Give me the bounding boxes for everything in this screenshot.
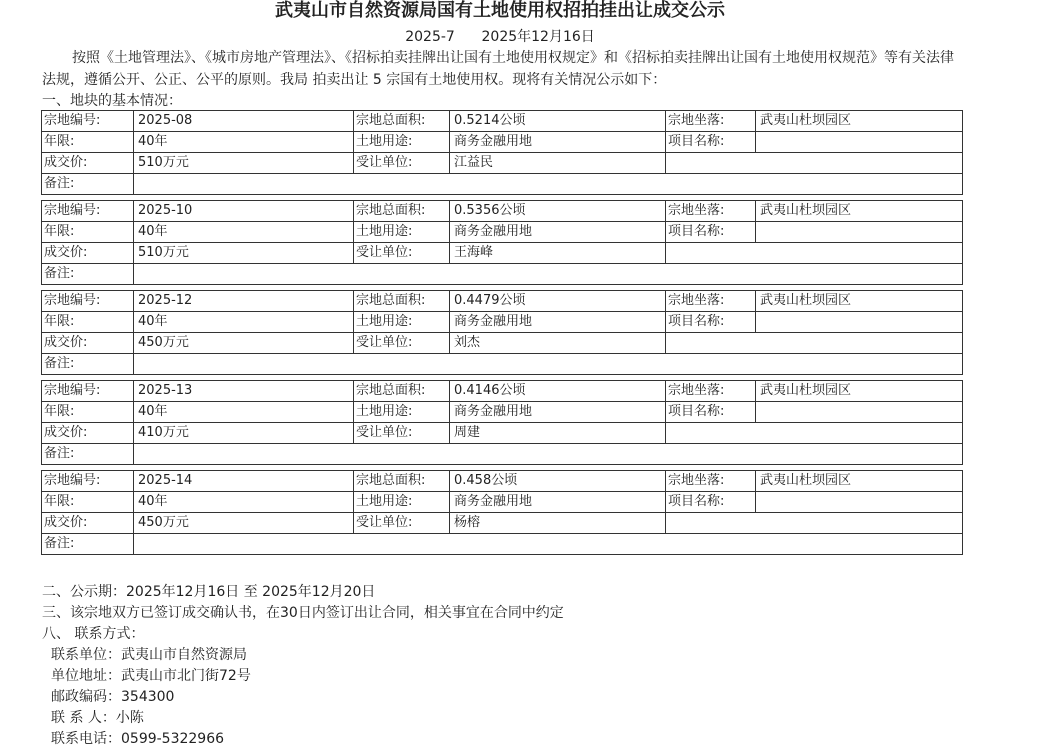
parcel-table	[41, 380, 963, 465]
label-price: 成交价:	[42, 333, 134, 354]
buyer-value: 王海峰	[450, 243, 666, 264]
label-use: 土地用途:	[354, 312, 450, 333]
label-parcel-no: 宗地编号:	[42, 111, 134, 132]
area-value: 0.5356公顷	[450, 201, 666, 222]
label-buyer: 受让单位:	[354, 513, 450, 534]
contact-phone: 联系电话：0599-5322966	[51, 731, 225, 747]
location-value: 武夷山杜坝园区	[756, 471, 963, 492]
use-value: 商务金融用地	[450, 492, 666, 513]
use-value: 商务金融用地	[450, 132, 666, 153]
table-row	[42, 243, 963, 264]
section-heading-basic-info: 一、地块的基本情况：	[42, 93, 182, 109]
label-area: 宗地总面积:	[354, 111, 450, 132]
term-value: 40年	[134, 222, 354, 243]
table-row	[42, 402, 963, 423]
table-row	[42, 471, 963, 492]
label-price: 成交价:	[42, 153, 134, 174]
price-value: 510万元	[134, 243, 354, 264]
project-value	[756, 222, 963, 243]
table-row	[42, 201, 963, 222]
table-row	[42, 513, 963, 534]
label-remark: 备注:	[42, 174, 134, 195]
label-buyer: 受让单位:	[354, 423, 450, 444]
label-remark: 备注:	[42, 264, 134, 285]
intro-paragraph	[42, 47, 962, 91]
label-remark: 备注:	[42, 444, 134, 465]
label-buyer: 受让单位:	[354, 153, 450, 174]
label-parcel-no: 宗地编号:	[42, 291, 134, 312]
project-value	[756, 492, 963, 513]
label-use: 土地用途:	[354, 402, 450, 423]
remark-value	[134, 444, 963, 465]
remark-value	[134, 174, 963, 195]
label-use: 土地用途:	[354, 222, 450, 243]
term-value: 40年	[134, 312, 354, 333]
label-use: 土地用途:	[354, 492, 450, 513]
buyer-value: 江益民	[450, 153, 666, 174]
parcel-no-value: 2025-08	[134, 111, 354, 132]
contact-person: 联 系 人：小陈	[51, 710, 144, 726]
label-project: 项目名称:	[666, 312, 756, 333]
label-location: 宗地坐落:	[666, 291, 756, 312]
label-area: 宗地总面积:	[354, 201, 450, 222]
parcel-no-value: 2025-14	[134, 471, 354, 492]
intro-text: 按照《土地管理法》、《城市房地产管理法》、《招标拍卖挂牌出让国有土地使用权规定》和《招标拍卖挂牌出让国有土地使用权规范》等有关法律法规，遵循公开、公正、公平的原则。我局 拍卖出让 5 宗国有土地使用权。现将有关情况公示如下：	[42, 50, 954, 88]
parcel-table	[41, 470, 963, 555]
parcel-no-value: 2025-10	[134, 201, 354, 222]
label-area: 宗地总面积:	[354, 471, 450, 492]
price-value: 450万元	[134, 513, 354, 534]
contact-address: 单位地址：武夷山市北门街72号	[51, 668, 251, 684]
project-value	[756, 132, 963, 153]
label-area: 宗地总面积:	[354, 381, 450, 402]
price-value: 450万元	[134, 333, 354, 354]
label-parcel-no: 宗地编号:	[42, 201, 134, 222]
table-row	[42, 492, 963, 513]
label-price: 成交价:	[42, 423, 134, 444]
remark-value	[134, 534, 963, 555]
empty-cell	[666, 153, 963, 174]
empty-cell	[666, 333, 963, 354]
parcel-table	[41, 110, 963, 195]
parcel-no-value: 2025-12	[134, 291, 354, 312]
label-remark: 备注:	[42, 354, 134, 375]
label-location: 宗地坐落:	[666, 471, 756, 492]
price-value: 510万元	[134, 153, 354, 174]
label-price: 成交价:	[42, 243, 134, 264]
contract-note: 三、该宗地双方已签订成交确认书，在30日内签订出让合同，相关事宜在合同中约定	[42, 605, 564, 621]
table-row	[42, 153, 963, 174]
use-value: 商务金融用地	[450, 222, 666, 243]
label-buyer: 受让单位:	[354, 243, 450, 264]
area-value: 0.458公顷	[450, 471, 666, 492]
label-project: 项目名称:	[666, 132, 756, 153]
label-term: 年限:	[42, 312, 134, 333]
location-value: 武夷山杜坝园区	[756, 201, 963, 222]
label-parcel-no: 宗地编号:	[42, 471, 134, 492]
notice-period: 二、公示期：2025年12月16日 至 2025年12月20日	[42, 584, 376, 600]
notice-number-date: 2025-7 2025年12月16日	[405, 29, 595, 45]
remark-value	[134, 264, 963, 285]
use-value: 商务金融用地	[450, 312, 666, 333]
table-row	[42, 312, 963, 333]
use-value: 商务金融用地	[450, 402, 666, 423]
project-value	[756, 312, 963, 333]
label-term: 年限:	[42, 222, 134, 243]
table-row	[42, 264, 963, 285]
table-row	[42, 444, 963, 465]
empty-cell	[666, 243, 963, 264]
label-project: 项目名称:	[666, 492, 756, 513]
term-value: 40年	[134, 492, 354, 513]
empty-cell	[666, 423, 963, 444]
table-row	[42, 174, 963, 195]
table-row	[42, 111, 963, 132]
parcel-table	[41, 200, 963, 285]
parcel-no-value: 2025-13	[134, 381, 354, 402]
project-value	[756, 402, 963, 423]
page-title: 武夷山市自然资源局国有土地使用权招拍挂出让成交公示	[275, 0, 725, 21]
label-project: 项目名称:	[666, 222, 756, 243]
label-location: 宗地坐落:	[666, 201, 756, 222]
location-value: 武夷山杜坝园区	[756, 381, 963, 402]
label-term: 年限:	[42, 132, 134, 153]
area-value: 0.4146公顷	[450, 381, 666, 402]
remark-value	[134, 354, 963, 375]
table-row	[42, 132, 963, 153]
contact-heading: 八、 联系方式：	[42, 626, 145, 642]
label-term: 年限:	[42, 402, 134, 423]
label-project: 项目名称:	[666, 402, 756, 423]
label-term: 年限:	[42, 492, 134, 513]
label-price: 成交价:	[42, 513, 134, 534]
table-row	[42, 534, 963, 555]
table-row	[42, 381, 963, 402]
buyer-value: 周建	[450, 423, 666, 444]
empty-cell	[666, 513, 963, 534]
table-row	[42, 333, 963, 354]
contact-postcode: 邮政编码：354300	[51, 689, 175, 705]
table-row	[42, 423, 963, 444]
label-remark: 备注:	[42, 534, 134, 555]
table-row	[42, 222, 963, 243]
price-value: 410万元	[134, 423, 354, 444]
footer-section	[42, 582, 982, 750]
contact-unit: 联系单位：武夷山市自然资源局	[51, 647, 247, 663]
term-value: 40年	[134, 132, 354, 153]
term-value: 40年	[134, 402, 354, 423]
buyer-value: 杨榕	[450, 513, 666, 534]
area-value: 0.4479公顷	[450, 291, 666, 312]
parcel-table	[41, 290, 963, 375]
label-use: 土地用途:	[354, 132, 450, 153]
table-row	[42, 354, 963, 375]
label-location: 宗地坐落:	[666, 381, 756, 402]
label-buyer: 受让单位:	[354, 333, 450, 354]
parcel-tables	[41, 110, 962, 560]
area-value: 0.5214公顷	[450, 111, 666, 132]
table-row	[42, 291, 963, 312]
label-parcel-no: 宗地编号:	[42, 381, 134, 402]
location-value: 武夷山杜坝园区	[756, 111, 963, 132]
label-location: 宗地坐落:	[666, 111, 756, 132]
location-value: 武夷山杜坝园区	[756, 291, 963, 312]
label-area: 宗地总面积:	[354, 291, 450, 312]
buyer-value: 刘杰	[450, 333, 666, 354]
